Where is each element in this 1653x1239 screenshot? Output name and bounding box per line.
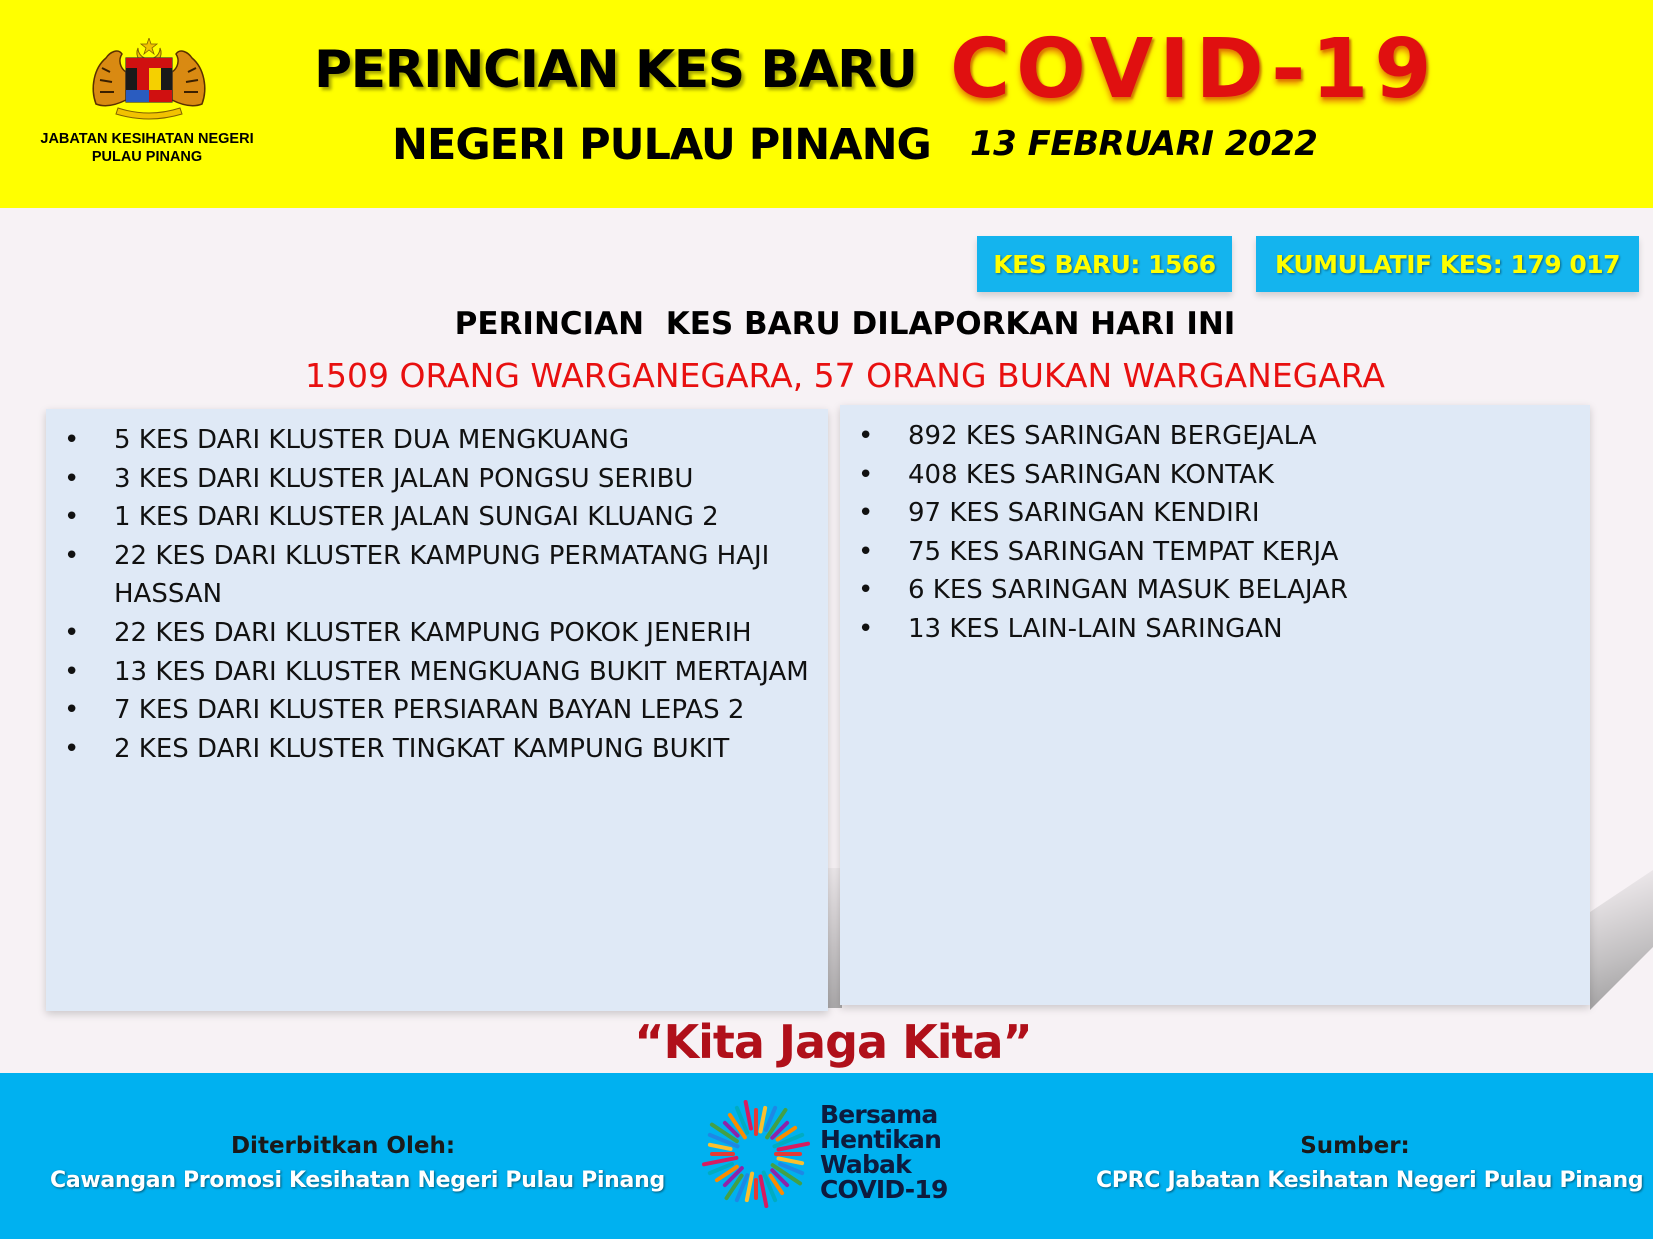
campaign-line3: Wabak <box>820 1150 911 1179</box>
list-item-text: 5 KES DARI KLUSTER DUA MENGKUANG <box>114 425 630 455</box>
bullet-icon: • <box>64 463 80 494</box>
campaign-text <box>820 1102 948 1202</box>
list-item-text: 892 KES SARINGAN BERGEJALA <box>908 421 1317 451</box>
list-item <box>64 691 824 730</box>
list-item-text: 13 KES LAIN-LAIN SARINGAN <box>908 613 1283 644</box>
new-cases-badge: KES BARU: 1566 <box>977 236 1232 292</box>
citizenship-breakdown: 1509 ORANG WARGANEGARA, 57 ORANG BUKAN WARGANEGARA <box>305 356 1385 395</box>
cluster-panel <box>46 409 828 1011</box>
department-name-line1: JABATAN KESIHATAN NEGERI <box>40 131 254 147</box>
bullet-icon: • <box>64 502 80 533</box>
covid-title: COVID-19 <box>950 22 1438 117</box>
screening-list <box>858 417 1578 649</box>
list-item <box>64 460 824 499</box>
section-heading: PERINCIAN KES BARU DILAPORKAN HARI INI <box>454 306 1236 342</box>
list-item <box>64 730 824 769</box>
list-item-text: 2 KES DARI KLUSTER TINGKAT KAMPUNG BUKIT <box>114 733 730 764</box>
list-item-text: 3 KES DARI KLUSTER JALAN PONGSU SERIBU <box>114 463 694 494</box>
list-item-text: 1 KES DARI KLUSTER JALAN SUNGAI KLUANG 2 <box>114 502 719 533</box>
list-item-text: 75 KES SARINGAN TEMPAT KERJA <box>908 536 1339 567</box>
bullet-icon: • <box>858 575 874 606</box>
list-item-text: 22 KES DARI KLUSTER KAMPUNG POKOK JENERIH <box>114 617 752 648</box>
coat-of-arms-logo <box>88 38 210 120</box>
source-label: Sumber: <box>1300 1133 1410 1159</box>
campaign-burst-logo <box>700 1098 812 1210</box>
list-item <box>64 614 824 653</box>
department-name <box>22 130 272 166</box>
report-date: 13 FEBRUARI 2022 <box>970 124 1318 164</box>
slogan: “Kita Jaga Kita” <box>634 1015 1032 1069</box>
burst-ray <box>746 1102 751 1128</box>
list-item <box>858 610 1578 649</box>
list-item-text: 7 KES DARI KLUSTER PERSIARAN BAYAN LEPAS 2 <box>114 695 745 726</box>
source-name: CPRC Jabatan Kesihatan Negeri Pulau Pinang <box>1096 1168 1644 1193</box>
publisher-name: Cawangan Promosi Kesihatan Negeri Pulau Pinang <box>50 1168 665 1193</box>
bullet-icon: • <box>858 536 874 567</box>
state-title: NEGERI PULAU PINANG <box>392 120 931 170</box>
list-item-text: 97 KES SARINGAN KENDIRI <box>908 498 1260 529</box>
bullet-icon: • <box>858 421 874 451</box>
list-item <box>858 494 1578 533</box>
cluster-list <box>64 421 824 768</box>
bullet-icon: • <box>64 733 80 764</box>
panel-shadow-right <box>1590 870 1653 1010</box>
list-item <box>858 456 1578 495</box>
page-title: PERINCIAN KES BARU <box>314 40 917 100</box>
burst-ray <box>779 1158 803 1163</box>
list-item <box>64 498 824 537</box>
campaign-logo <box>700 1098 970 1228</box>
bullet-icon: • <box>64 540 80 571</box>
bullet-icon: • <box>64 617 80 648</box>
burst-ray <box>760 1108 765 1132</box>
list-item-text: 6 KES SARINGAN MASUK BELAJAR <box>908 575 1348 606</box>
bullet-icon: • <box>858 459 874 490</box>
department-name-line2: PULAU PINANG <box>91 149 203 165</box>
bullet-icon: • <box>858 498 874 529</box>
cumulative-cases-badge: KUMULATIF KES: 179 017 <box>1256 236 1639 292</box>
bullet-icon: • <box>64 695 80 726</box>
list-item-text: 22 KES DARI KLUSTER KAMPUNG PERMATANG HAJI HASSAN <box>114 540 770 610</box>
list-item-text: 408 KES SARINGAN KONTAK <box>908 459 1274 490</box>
list-item <box>64 421 824 460</box>
campaign-line2: Hentikan <box>820 1125 942 1154</box>
bullet-icon: • <box>64 656 80 687</box>
list-item-text: 13 KES DARI KLUSTER MENGKUANG BUKIT MERTAJAM <box>114 656 809 687</box>
screening-panel <box>840 405 1590 1005</box>
list-item <box>64 537 824 614</box>
bullet-icon: • <box>64 425 80 455</box>
header-banner <box>0 0 1653 208</box>
campaign-line4: COVID-19 <box>820 1175 948 1204</box>
publisher-label: Diterbitkan Oleh: <box>230 1133 456 1159</box>
list-item <box>64 653 824 692</box>
burst-ray <box>710 1145 731 1149</box>
campaign-line1: Bersama <box>820 1100 938 1129</box>
list-item <box>858 571 1578 610</box>
bullet-icon: • <box>858 613 874 644</box>
list-item <box>858 417 1578 456</box>
list-item <box>858 533 1578 572</box>
